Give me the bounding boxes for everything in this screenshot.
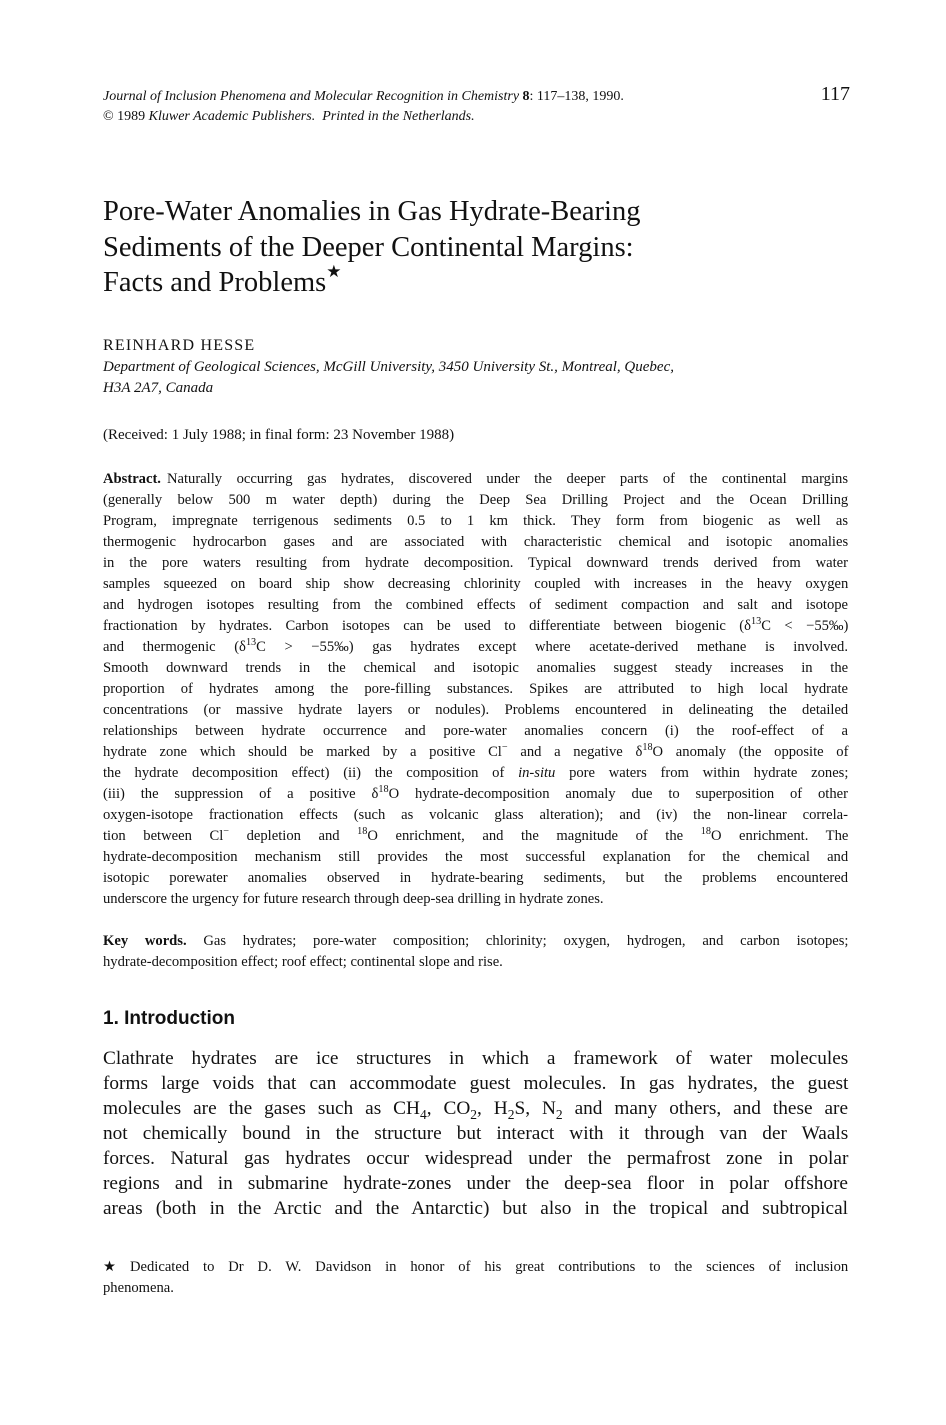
page-number: 117 [820, 83, 850, 105]
abstract-line: relationships between hydrate occurrence and pore-water anomalies concern (i) the roof-effect of a [103, 723, 848, 739]
abstract-line: (generally below 500 m water depth) during the Deep Sea Drilling Project and the Ocean Drilling [103, 492, 849, 508]
title-line-1: Pore-Water Anomalies in Gas Hydrate-Bearing [103, 196, 641, 227]
publisher-name: Kluwer Academic Publishers. [148, 109, 316, 124]
affiliation-line-2: H3A 2A7, Canada [103, 380, 214, 396]
abstract-line: proportion of hydrates among the pore-filling substances. Spikes are attributed to high local hydrate [103, 681, 848, 697]
article-title [103, 194, 823, 301]
footnote-line: phenomena. [103, 1280, 174, 1296]
abstract-line: oxygen-isotope fractionation effects (such as volcanic glass alteration); and (iv) the non-linear correla- [103, 807, 848, 823]
body-line: not chemically bound in the structure but interact with it through van der Waals [103, 1123, 849, 1144]
body-line: areas (both in the Arctic and the Antarctic) but also in the tropical and subtropical [103, 1198, 848, 1219]
journal-name: Journal of Inclusion Phenomena and Molecular Recognition in Chemistry [103, 89, 520, 104]
journal-volume: 8 [522, 89, 530, 104]
printed-location: Printed in the Netherlands. [322, 109, 475, 124]
abstract-line: and hydrogen isotopes resulting from the combined effects of sediment compaction and salt and isotope [103, 597, 849, 613]
body-line: Clathrate hydrates are ice structures in which a framework of water molecules [103, 1048, 849, 1069]
body-line: forms large voids that can accommodate guest molecules. In gas hydrates, the guest [103, 1073, 849, 1094]
title-line-3: Facts and Problems [103, 267, 327, 298]
journal-pages: : 117–138, 1990. [529, 89, 624, 104]
keywords-line: hydrate-decomposition effect; roof effect; continental slope and rise. [103, 954, 503, 970]
footnote [103, 1257, 848, 1299]
keywords-label: Key words. [103, 933, 187, 949]
abstract-line: and thermogenic ($\delta^{13}C$ > −55‰) gas hydrates except where acetate-derived methane is involved. [103, 637, 848, 655]
section-number: 1. [103, 1008, 119, 1029]
abstract-line: Program, impregnate terrigenous sediments 0.5 to 1 km thick. They form from biogenic as well as [103, 513, 848, 529]
section-title: Introduction [124, 1008, 235, 1029]
abstract-line: underscore the urgency for future research through deep-sea drilling in hydrate zones. [103, 891, 604, 907]
abstract-line: in the pore waters resulting from hydrate decomposition. Typical downward trends derived from water [103, 555, 848, 571]
copyright-symbol: © [103, 109, 114, 124]
abstract-line: tion between Cl− depletion and $^{18}$O enrichment, and the magnitude of the $^{18}$O enrichment. The [103, 826, 849, 844]
affiliation-line-1: Department of Geological Sciences, McGill University, 3450 University St., Montreal, Quebec, [103, 359, 674, 375]
abstract-line: Smooth downward trends in the chemical and isotopic anomalies suggest steady increases in the [103, 660, 849, 676]
received-dates: (Received: 1 July 1988; in final form: 23 November 1988) [103, 427, 455, 443]
body-line: molecules are the gases such as $CH_4$, $CO_2$, $H_2S$, $N_2$ and many others, and these are [103, 1098, 849, 1122]
title-footnote-star: ★ [326, 261, 342, 281]
body-line: regions and in submarine hydrate-zones under the deep-sea floor in polar offshore [103, 1173, 848, 1194]
copyright-year: 1989 [117, 109, 146, 124]
keywords-line: Key words. Gas hydrates; pore-water composition; chlorinity; oxygen, hydrogen, and carbon isotopes; [103, 933, 849, 949]
title-line-2: Sediments of the Deeper Continental Margins: [103, 231, 634, 263]
footnote-star: ★ [103, 1259, 117, 1275]
abstract-label: Abstract. [103, 471, 161, 487]
abstract-line: hydrate zone which should be marked by a positive Cl− and a negative $\delta^{18}O$ anomaly (the opposite of [103, 742, 849, 760]
copyright-line [103, 108, 475, 126]
author-name: REINHARD HESSE [103, 337, 256, 354]
abstract-line: fractionation by hydrates. Carbon isotopes can be used to differentiate between biogenic ($\delta^{13}C$ < −55‰) [103, 616, 849, 634]
abstract-line: Abstract. Naturally occurring gas hydrates, discovered under the deeper parts of the continental margins [103, 471, 848, 487]
abstract-line: concentrations (or massive hydrate layers or nodules). Problems encountered in delineating the detailed [103, 702, 849, 718]
abstract-line: (iii) the suppression of a positive $\delta^{18}O$ hydrate-decomposition anomaly due to superposition of other [103, 784, 848, 802]
introduction-body [103, 1046, 848, 1221]
abstract-line: thermogenic hydrocarbon gases and are associated with characteristic chemical and isotopic anomalies [103, 534, 849, 550]
author-affiliation [103, 357, 823, 399]
abstract-line: samples squeezed on board ship show decreasing chlorinity coupled with increases in the heavy oxygen [103, 576, 849, 592]
keywords [103, 931, 848, 973]
footnote-line: ★ Dedicated to Dr D. W. Davidson in honor of his great contributions to the sciences of inclusion [103, 1259, 849, 1275]
section-heading-introduction [103, 1007, 235, 1031]
abstract-line: hydrate-decomposition mechanism still provides the most successful explanation for the chemical and [103, 849, 849, 865]
abstract [103, 469, 848, 910]
body-line: forces. Natural gas hydrates occur widespread under the permafrost zone in polar [103, 1148, 849, 1169]
abstract-line: the hydrate decomposition effect) (ii) the composition of in-situ pore waters from within hydrate zones; [103, 765, 849, 781]
abstract-line: isotopic porewater anomalies observed in hydrate-bearing sediments, but the problems encountered [103, 870, 848, 886]
journal-citation [103, 88, 624, 106]
